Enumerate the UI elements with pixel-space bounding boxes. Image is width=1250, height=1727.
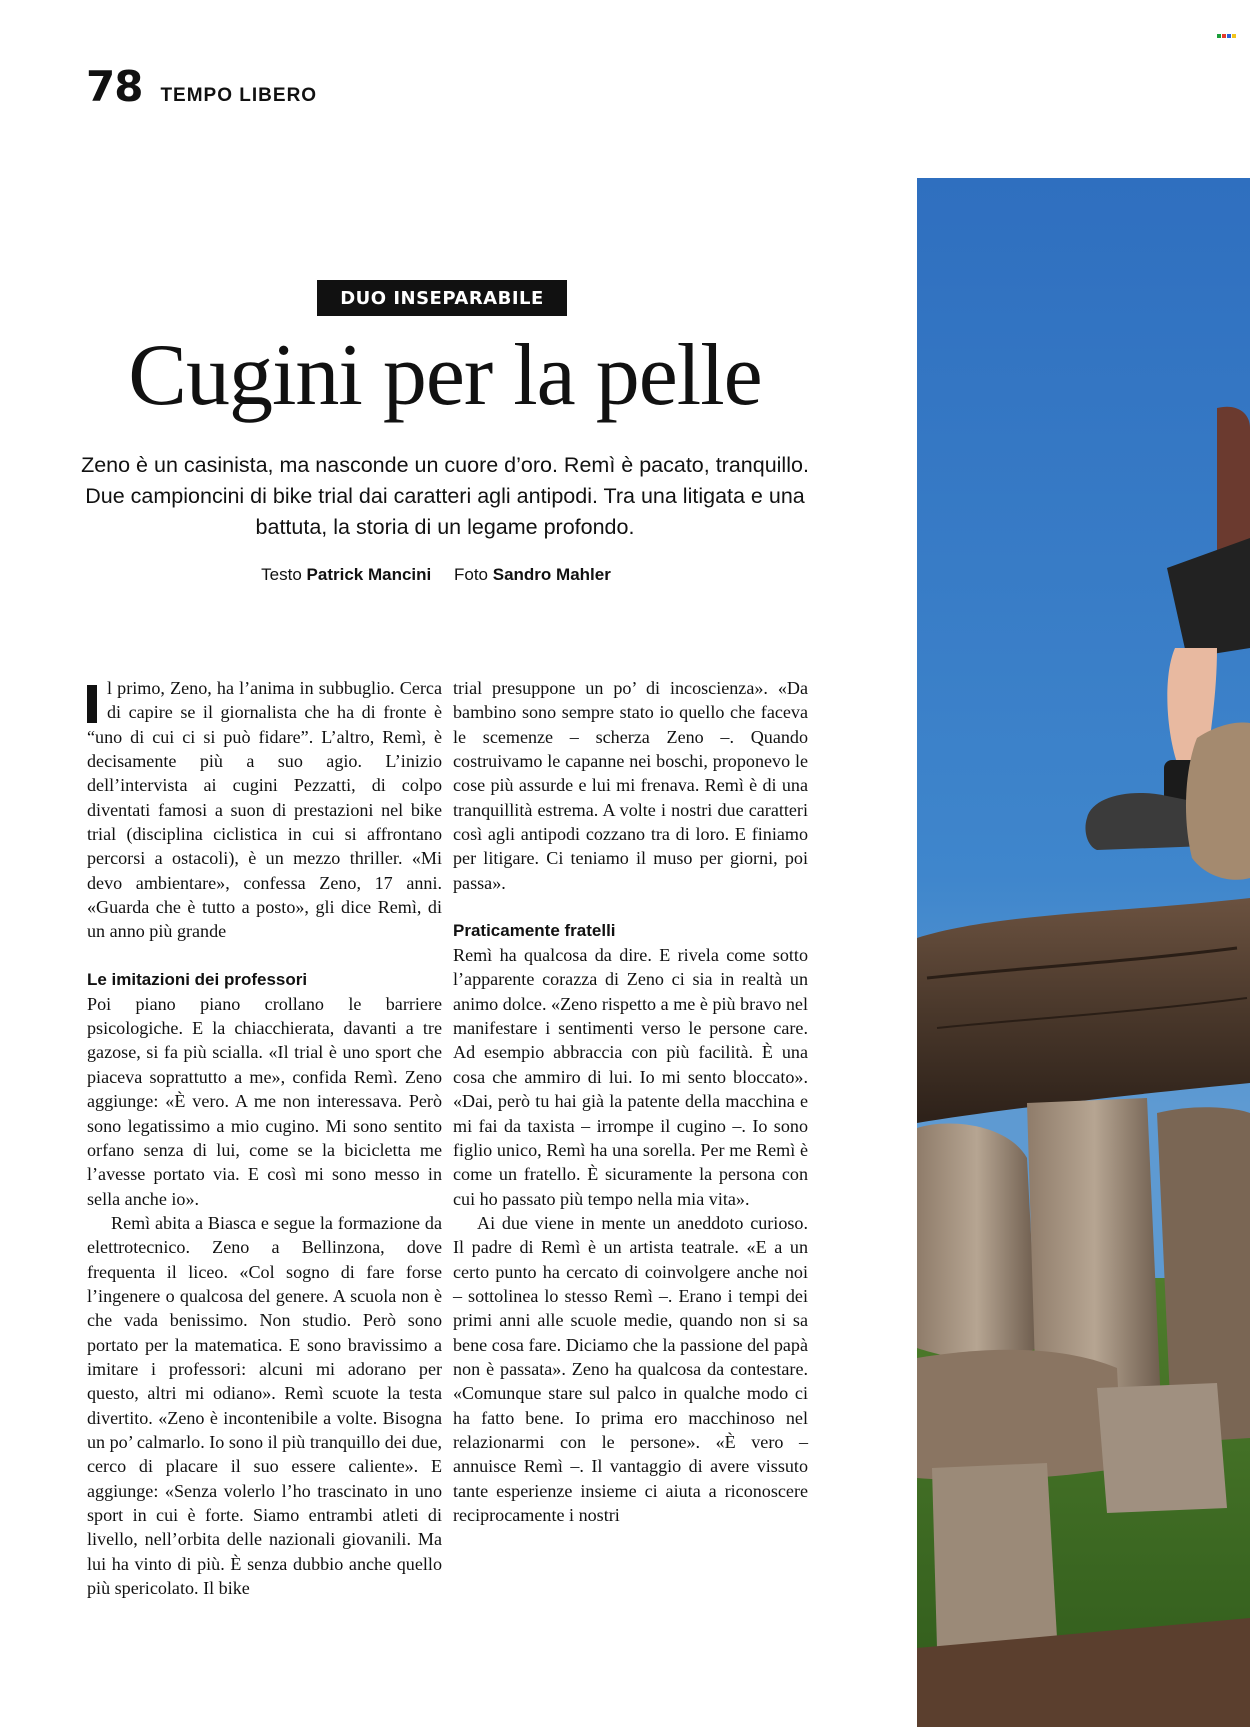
page-number: 78 xyxy=(86,62,143,111)
subhead-imitazioni: Le imitazioni dei professori xyxy=(87,969,308,989)
text-credit-label: Testo xyxy=(261,565,302,584)
body-paragraph: Ai due viene in mente un aneddoto curioso. Il padre di Remì è un artista teatrale. «E a un certo punto ha cercato di coinvolgere anche noi – sottolinea lo stesso Remì –. Erano i tempi dei primi anni alle scuole medie, quando non si sa bene cosa fare. Diciamo che la passione del papà non è passata». Zeno ha qualcosa da contestare. «Comunque stare sul palco in qualche modo ci ha fatto bene. Io prima ero macchinoso nel relazionarmi con le persone». «È vero – annuisce Remì –. Il vantaggio di avere vissuto tante esperienze insieme ci aiuta a riconoscere reciprocamente i nostri xyxy=(453,1212,808,1525)
article-headline: Cugini per la pelle xyxy=(128,327,762,424)
body-paragraph: Remì abita a Biasca e segue la formazione da elettrotecnico. Zeno a Bellinzona, dove frequenta il liceo. «Col sogno di fare forse l’ingenere o qualcosa del genere. A scuola non è che vada benissimo. Non studio. Però sono portato per la matematica. E sono bravissimo a imitare i professori: alcuni mi adorano per questo, altri mi odiano». Remì scuote la testa divertito. «Zeno è incontenibile a volte. Bisogna un po’ calmarlo. Io sono il più tranquillo dei due, cerco di placare il suo essere caliente». E aggiunge: «Senza volerlo l’ho trascinato in uno sport in cui è forte. Siamo entrambi atleti di livello, nell’orbita delle nazionali giovanili. Ma lui ha vinto di più. È senza dubbio anche quello più spericolato. Il bike xyxy=(87,1212,442,1599)
article-photo xyxy=(917,178,1250,1727)
drop-cap-bar xyxy=(87,685,97,723)
body-column-2 xyxy=(453,676,808,1527)
page-folio xyxy=(86,62,318,111)
article-credits xyxy=(60,565,830,585)
color-registration-mark xyxy=(1217,34,1236,38)
body-paragraph: trial presuppone un po’ di incoscienza». «Da bambino sono sempre stato io quello che faceva le scemenze – scherza Zeno –. Quando costruivamo le capanne nei boschi, proponevo le cose più assurde e lui mi frenava. Remì è di una tranquillità estrema. A volte i nostri due caratteri così agli antipodi cozzano tra di loro. E finiamo per litigare. Ci teniamo il muso per giorni, poi passa». xyxy=(453,678,808,893)
opening-paragraph-text: l primo, Zeno, ha l’anima in subbuglio. Cerca di capire se il giornalista che ha di fronte è “uno di cui ci si può fidare”. L’altro, Remì, è decisamente più a suo agio. L’inizio dell’intervista ai cugini Pezzatti, di colpo diventati famosi a suon di prestazioni nel bike trial (disciplina ciclistica in cui si affrontano percorsi a ostacoli), è un mezzo thriller. «Mi devo ambientare», confessa Zeno, 17 anni. «Guarda che è tutto a posto», gli dice Remì, di un anno più grande xyxy=(87,678,442,942)
text-credit-author: Patrick Mancini xyxy=(306,565,432,584)
subhead-fratelli: Praticamente fratelli xyxy=(453,921,616,941)
photo-credit-label: Foto xyxy=(453,565,489,584)
opening-paragraph xyxy=(87,676,442,944)
kicker-label: DUO INSEPARABILE xyxy=(317,280,567,316)
body-column-1 xyxy=(87,676,442,1600)
photo-credit-author: Sandro Mahler xyxy=(492,565,611,584)
article-standfirst: Zeno è un casinista, ma nasconde un cuore d’oro. Remì è pacato, tranquillo. Due campioncini di bike trial dai caratteri agli antipodi. Tra una litigata e una battuta, la storia di un legame profondo. xyxy=(81,453,809,540)
section-title: TEMPO LIBERO xyxy=(160,85,318,106)
body-paragraph: Poi piano piano crollano le barriere psicologiche. E la chiacchierata, davanti a tre gazose, si fa più scialla. «Il trial è uno sport che piaceva soprattutto a me», confida Remì. Zeno aggiunge: «È vero. A me non interessava. Però sono legatissimo a mio cugino. Mi sono sentito orfano senza di lui, come se la bicicletta me l’avesse portato via. E così mi sono messo in sella anche io». xyxy=(87,993,442,1209)
body-paragraph: Remì ha qualcosa da dire. E rivela come sotto l’apparente corazza di Zeno ci sia in realtà un animo dolce. «Zeno rispetto a me è più bravo nel manifestare i sentimenti verso le persone care. Ad esempio abbraccia con più facilità. È una cosa che ammiro di lui. Io mi sento bloccato». «Dai, però tu hai già la patente della macchina e mi fai da taxista – irrompe il cugino –. Io sono figlio unico, Remì ha una sorella. Per me Remì è come un fratello. È sicuramente la persona con cui ho passato più tempo nella mia vita». xyxy=(453,945,808,1209)
